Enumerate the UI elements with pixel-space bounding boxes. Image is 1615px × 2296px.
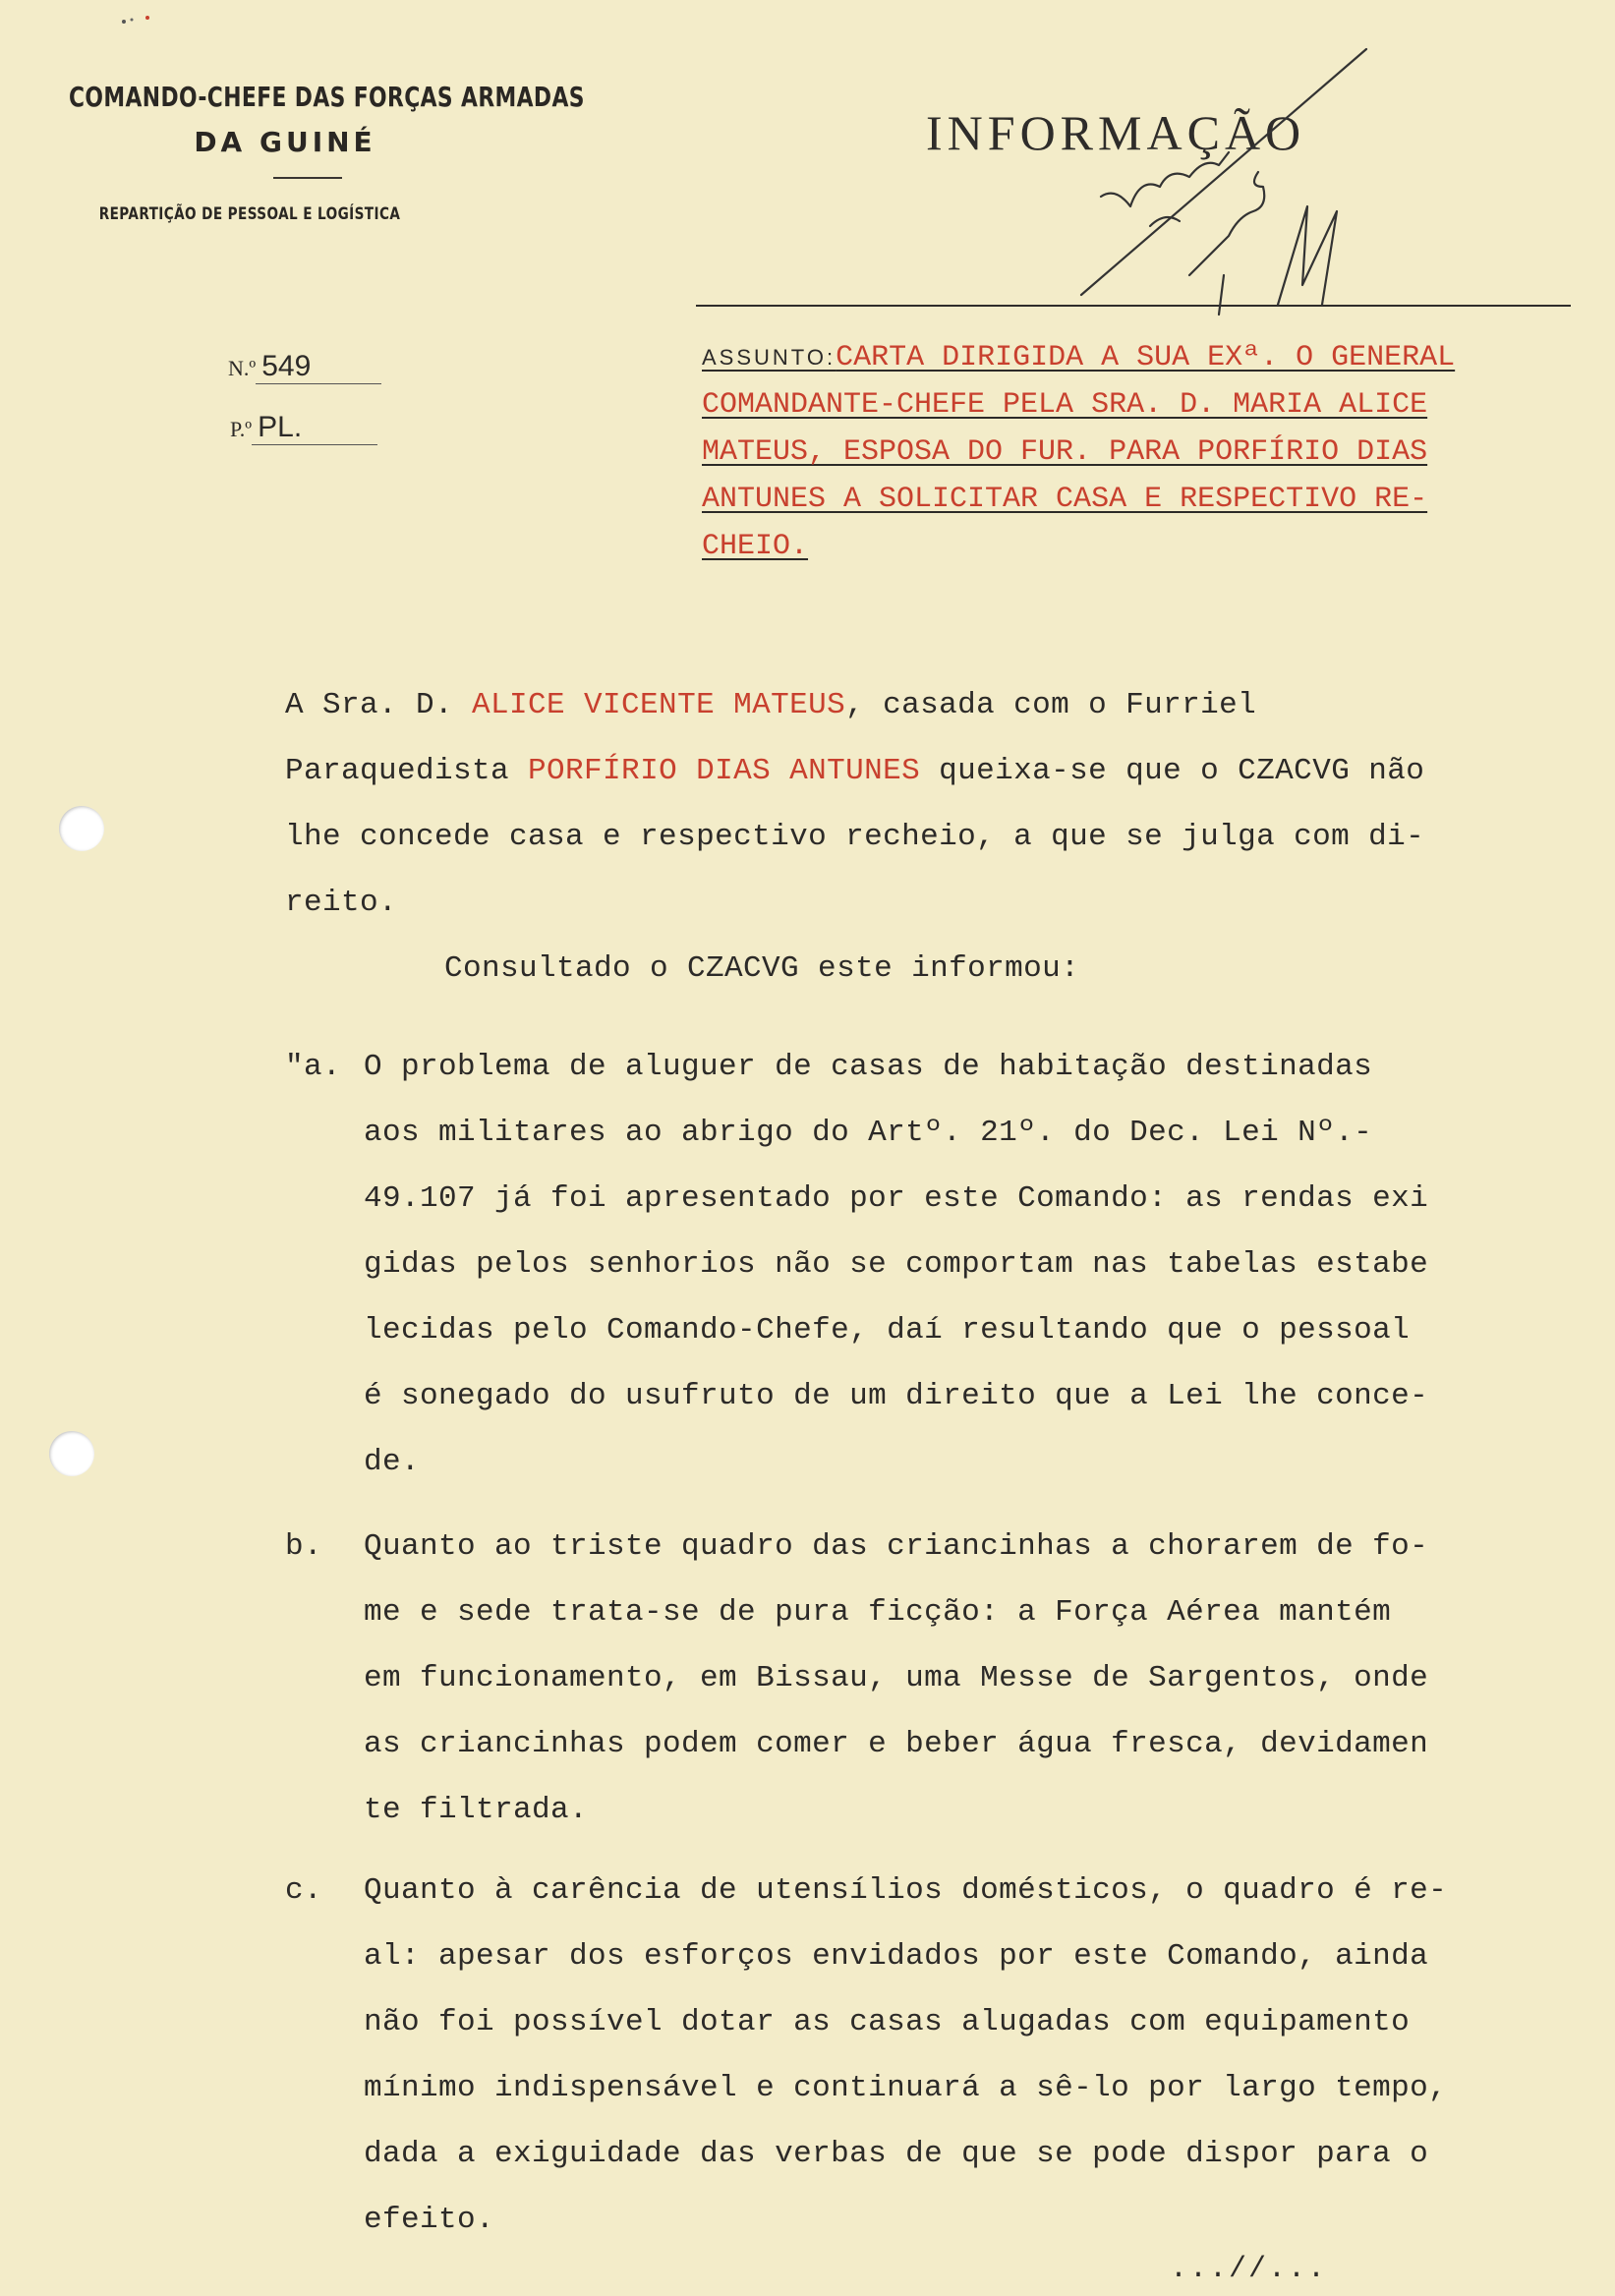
item-a-line: lecidas pelo Comando-Chefe, daí resultando que o pessoal bbox=[364, 1313, 1411, 1348]
subject-line-4: ANTUNES A SOLICITAR CASA E RESPECTIVO RE- bbox=[702, 483, 1428, 516]
text-run: Paraquedista bbox=[285, 754, 529, 788]
item-c-line: dada a exiguidade das verbas de que se pode dispor para o bbox=[364, 2137, 1429, 2171]
item-b-line: em funcionamento, em Bissau, uma Messe de Sargentos, onde bbox=[364, 1661, 1429, 1695]
paper-specks bbox=[118, 14, 157, 28]
item-a-line: é sonegado do usufruto de um direito que a Lei lhe conce- bbox=[364, 1379, 1429, 1413]
paragraph-1 bbox=[285, 672, 1424, 936]
item-a-line: 49.107 já foi apresentado por este Comando: as rendas exi bbox=[364, 1181, 1429, 1216]
punch-hole bbox=[59, 806, 104, 851]
item-a-line: O problema de aluguer de casas de habitação destinadas bbox=[364, 1050, 1373, 1084]
subject-line-5: CHEIO. bbox=[702, 530, 809, 563]
person-name-husband: PORFÍRIO DIAS ANTUNES bbox=[528, 754, 921, 788]
item-a-line: de. bbox=[364, 1445, 421, 1479]
handwritten-signature-icon bbox=[1042, 39, 1396, 324]
item-c-line: al: apesar dos esforços envidados por este Comando, ainda bbox=[364, 1939, 1429, 1974]
subject-line-3: MATEUS, ESPOSA DO FUR. PARA PORFÍRIO DIAS bbox=[702, 435, 1428, 469]
item-b-line: as criancinhas podem comer e beber água fresca, devidamen bbox=[364, 1727, 1429, 1761]
item-b-label: b. bbox=[285, 1529, 323, 1564]
org-name-line1: COMANDO-CHEFE DAS FORÇAS ARMADAS bbox=[69, 81, 585, 113]
consult-line: Consultado o CZACVG este informou: bbox=[444, 951, 1080, 986]
para1-line-4: reito. bbox=[285, 886, 398, 920]
item-a-line: aos militares ao abrigo do Artº. 21º. do Dec. Lei Nº.- bbox=[364, 1116, 1373, 1150]
item-c-line: efeito. bbox=[364, 2203, 495, 2237]
org-department: REPARTIÇÃO DE PESSOAL E LOGÍSTICA bbox=[98, 204, 401, 224]
process-value: PL. bbox=[252, 411, 377, 445]
text-run: queixa-se que o CZACVG não bbox=[920, 754, 1425, 788]
item-c-body bbox=[364, 1858, 1447, 2253]
item-b-body bbox=[364, 1514, 1428, 1843]
number-label: N.º bbox=[228, 356, 257, 380]
item-b-line: me e sede trata-se de pura ficção: a Força Aérea mantém bbox=[364, 1595, 1392, 1630]
number-value: 549 bbox=[256, 350, 381, 384]
item-a-body bbox=[364, 1034, 1428, 1495]
process-number bbox=[230, 411, 377, 445]
item-a-line: gidas pelos senhorios não se comportam nas tabelas estabe bbox=[364, 1247, 1429, 1282]
subject-line-1: CARTA DIRIGIDA A SUA EXª. O GENERAL bbox=[836, 341, 1456, 374]
item-c-line: Quanto à carência de utensílios domésticos, o quadro é re- bbox=[364, 1873, 1448, 1908]
para1-line-3: lhe concede casa e respectivo recheio, a que se julga com di- bbox=[285, 820, 1425, 854]
org-divider bbox=[273, 177, 342, 179]
person-name-wife: ALICE VICENTE MATEUS bbox=[472, 688, 846, 722]
punch-hole bbox=[49, 1431, 94, 1476]
document-number bbox=[228, 350, 381, 384]
subject-line-2: COMANDANTE-CHEFE PELA SRA. D. MARIA ALICE bbox=[702, 388, 1428, 422]
para1-line-1 bbox=[285, 672, 1424, 738]
item-c-label: c. bbox=[285, 1873, 323, 1908]
subject-label: ASSUNTO: bbox=[702, 345, 836, 370]
text-run: A Sra. D. bbox=[285, 688, 473, 722]
org-name-line2: DA GUINÉ bbox=[194, 126, 376, 158]
item-a-label: "a. bbox=[285, 1050, 342, 1084]
para1-line-2 bbox=[285, 738, 1424, 804]
item-b-line: Quanto ao triste quadro das criancinhas a chorarem de fo- bbox=[364, 1529, 1429, 1564]
process-label: P.º bbox=[230, 417, 253, 441]
text-run: , casada com o Furriel bbox=[845, 688, 1257, 722]
item-c-line: não foi possível dotar as casas alugadas com equipamento bbox=[364, 2005, 1411, 2039]
subject-block bbox=[702, 334, 1577, 570]
continued-marker: ...//... bbox=[1170, 2253, 1328, 2286]
document-title: INFORMAÇÃO bbox=[926, 105, 1306, 160]
item-b-line: te filtrada. bbox=[364, 1793, 589, 1827]
item-c-line: mínimo indispensável e continuará a sê-lo por largo tempo, bbox=[364, 2071, 1448, 2105]
